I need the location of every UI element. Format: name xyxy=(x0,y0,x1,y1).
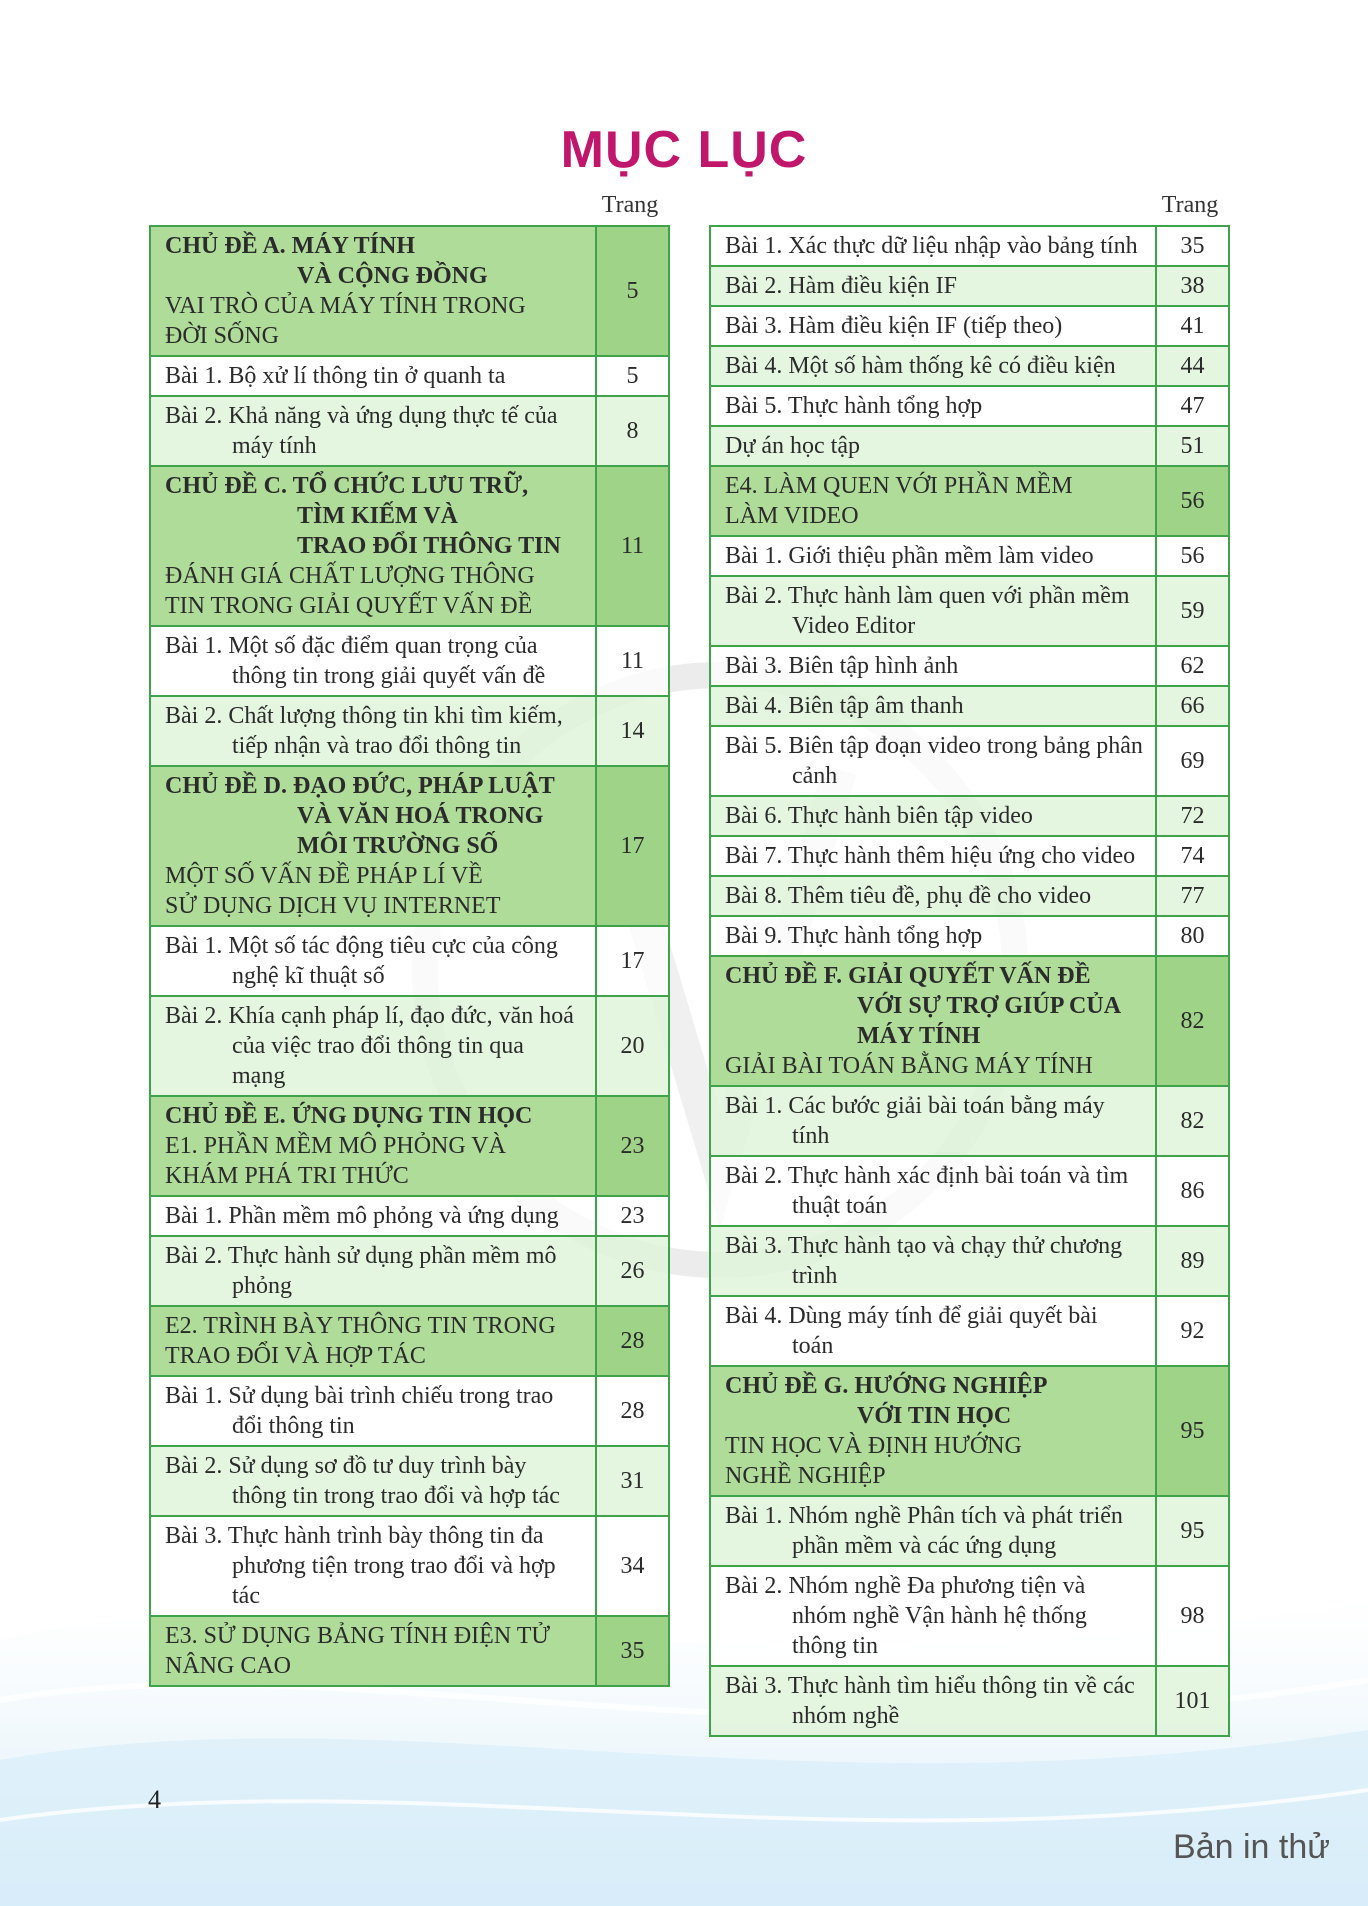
lesson-text: Thực hành làm quen với phần mềm Video Editor xyxy=(787,583,1130,639)
toc-entry-title xyxy=(150,996,596,1096)
topic-heading xyxy=(725,961,1143,1051)
toc-entry-title xyxy=(710,1296,1156,1366)
page-title: MỤC LỤC xyxy=(560,121,808,179)
lesson-title xyxy=(165,931,583,991)
lesson-text: Một số đặc điểm quan trọng của thông tin trong giải quyết vấn đề xyxy=(228,633,546,689)
toc-entry-title xyxy=(710,1156,1156,1226)
lesson-title xyxy=(725,691,1143,721)
lesson-title xyxy=(165,701,583,761)
lesson-title xyxy=(165,1381,583,1441)
toc-lesson-row xyxy=(710,686,1229,726)
toc-page-number: 41 xyxy=(1156,306,1229,346)
toc-left-table xyxy=(149,225,670,1687)
lesson-title xyxy=(165,1201,583,1231)
lesson-text: Biên tập âm thanh xyxy=(788,693,964,719)
topic-subtitle-line: ĐÁNH GIÁ CHẤT LƯỢNG THÔNG xyxy=(165,563,535,589)
lesson-text: Sử dụng sơ đồ tư duy trình bày thông tin trong trao đổi và hợp tác xyxy=(228,1453,560,1509)
lesson-title xyxy=(725,391,1143,421)
toc-lesson-row xyxy=(150,996,669,1096)
lesson-title xyxy=(165,1521,583,1611)
topic-heading-line: MÔI TRƯỜNG SỐ xyxy=(297,833,499,859)
lesson-label: Bài 2. xyxy=(165,1453,223,1479)
toc-page-number: 95 xyxy=(1156,1366,1229,1496)
toc-page-number: 8 xyxy=(596,396,669,466)
topic-heading xyxy=(165,231,583,291)
toc-topic-row xyxy=(150,1096,669,1196)
toc-entry-title xyxy=(150,1446,596,1516)
toc-lesson-row xyxy=(710,266,1229,306)
toc-entry-title xyxy=(710,226,1156,266)
toc-entry-title xyxy=(710,1566,1156,1666)
toc-entry-title xyxy=(150,1616,596,1686)
lesson-text: Biên tập hình ảnh xyxy=(788,653,959,679)
toc-lesson-row xyxy=(710,726,1229,796)
toc-entry-title xyxy=(710,536,1156,576)
topic-subtitle-line: KHÁM PHÁ TRI THỨC xyxy=(165,1163,409,1189)
lesson-text: Xác thực dữ liệu nhập vào bảng tính xyxy=(788,233,1138,259)
toc-page-number: 35 xyxy=(1156,226,1229,266)
lesson-text: Thực hành tạo và chạy thử chương trình xyxy=(787,1233,1123,1289)
lesson-title xyxy=(725,881,1143,911)
toc-page-number: 35 xyxy=(596,1616,669,1686)
topic-heading-line: CHỦ ĐỀ D. ĐẠO ĐỨC, PHÁP LUẬT xyxy=(165,773,555,799)
lesson-label: Bài 1. xyxy=(725,1093,783,1119)
lesson-title xyxy=(725,1091,1143,1151)
lesson-label: Bài 2. xyxy=(165,403,223,429)
lesson-title xyxy=(165,1451,583,1511)
lesson-text: Giới thiệu phần mềm làm video xyxy=(788,543,1094,569)
lesson-text: Nhóm nghề Phân tích và phát triển phần mềm và các ứng dụng xyxy=(788,1503,1123,1559)
topic-heading xyxy=(165,771,583,861)
toc-page-number: 23 xyxy=(596,1196,669,1236)
toc-page-number: 28 xyxy=(596,1306,669,1376)
toc-lesson-row xyxy=(710,536,1229,576)
lesson-text: Nhóm nghề Đa phương tiện và nhóm nghề Vận hành hệ thống thông tin xyxy=(788,1573,1087,1659)
toc-page-number: 26 xyxy=(596,1236,669,1306)
toc-topic-row xyxy=(710,956,1229,1086)
lesson-title xyxy=(165,1001,583,1091)
toc-entry-title xyxy=(710,466,1156,536)
toc-lesson-row xyxy=(150,1516,669,1616)
lesson-title xyxy=(165,401,583,461)
topic-heading-line: CHỦ ĐỀ E. ỨNG DỤNG TIN HỌC xyxy=(165,1103,533,1129)
lesson-text: Biên tập đoạn video trong bảng phân cảnh xyxy=(788,733,1143,789)
lesson-title xyxy=(725,431,1143,461)
topic-subtitle-line: E2. TRÌNH BÀY THÔNG TIN TRONG xyxy=(165,1313,556,1339)
toc-lesson-row xyxy=(150,1236,669,1306)
topic-heading xyxy=(165,471,583,561)
toc-lesson-row xyxy=(710,836,1229,876)
toc-page-number: 92 xyxy=(1156,1296,1229,1366)
lesson-label: Bài 3. xyxy=(725,313,783,339)
lesson-label: Bài 2. xyxy=(165,1243,223,1269)
lesson-label: Bài 9. xyxy=(725,923,783,949)
topic-subtitle-line: TRAO ĐỔI VÀ HỢP TÁC xyxy=(165,1343,426,1369)
toc-lesson-row xyxy=(710,426,1229,466)
toc-page-number: 17 xyxy=(596,926,669,996)
topic-subtitle-line: SỬ DỤNG DỊCH VỤ INTERNET xyxy=(165,893,501,919)
lesson-title xyxy=(725,231,1143,261)
topic-subtitle-line: E3. SỬ DỤNG BẢNG TÍNH ĐIỆN TỬ xyxy=(165,1623,551,1649)
lesson-label: Bài 2. xyxy=(165,1003,223,1029)
topic-subtitle-line: TIN HỌC VÀ ĐỊNH HƯỚNG xyxy=(725,1433,1022,1459)
lesson-title xyxy=(725,351,1143,381)
topic-subtitle-line: MỘT SỐ VẤN ĐỀ PHÁP LÍ VỀ xyxy=(165,863,483,889)
lesson-text: Một số tác động tiêu cực của công nghệ kĩ thuật số xyxy=(228,933,558,989)
topic-heading-line: VỚI TIN HỌC xyxy=(857,1403,1012,1429)
toc-entry-title xyxy=(710,646,1156,686)
lesson-label: Bài 5. xyxy=(725,733,783,759)
lesson-title xyxy=(725,1231,1143,1291)
toc-lesson-row xyxy=(150,1446,669,1516)
topic-subtitle-line: TIN TRONG GIẢI QUYẾT VẤN ĐỀ xyxy=(165,593,533,619)
lesson-label: Bài 3. xyxy=(725,1673,783,1699)
topic-subtitle-line: E1. PHẦN MỀM MÔ PHỎNG VÀ xyxy=(165,1133,506,1159)
lesson-label: Bài 4. xyxy=(725,693,783,719)
toc-lesson-row xyxy=(710,1666,1229,1736)
lesson-label: Bài 1. xyxy=(165,363,223,389)
lesson-title xyxy=(725,271,1143,301)
toc-entry-title xyxy=(710,876,1156,916)
topic-heading-line: CHỦ ĐỀ F. GIẢI QUYẾT VẤN ĐỀ xyxy=(725,963,1091,989)
toc-page-number: 74 xyxy=(1156,836,1229,876)
toc-page-number: 20 xyxy=(596,996,669,1096)
lesson-text: Thực hành xác định bài toán và tìm thuật toán xyxy=(787,1163,1129,1219)
toc-page-number: 17 xyxy=(596,766,669,926)
lesson-title xyxy=(725,581,1143,641)
toc-entry-title xyxy=(150,1236,596,1306)
toc-entry-title xyxy=(150,396,596,466)
toc-entry-title xyxy=(150,626,596,696)
toc-entry-title xyxy=(710,1086,1156,1156)
toc-lesson-row xyxy=(710,646,1229,686)
toc-lesson-row xyxy=(710,916,1229,956)
toc-entry-title xyxy=(710,386,1156,426)
toc-entry-title xyxy=(150,1096,596,1196)
toc-page-number: 86 xyxy=(1156,1156,1229,1226)
toc-page-number: 31 xyxy=(596,1446,669,1516)
toc-entry-title xyxy=(150,1306,596,1376)
lesson-text: Sử dụng bài trình chiếu trong trao đổi thông tin xyxy=(228,1383,554,1439)
lesson-text: Các bước giải bài toán bằng máy tính xyxy=(788,1093,1105,1149)
toc-entry-title xyxy=(710,796,1156,836)
topic-heading-line: VÀ VĂN HOÁ TRONG xyxy=(297,803,544,829)
lesson-text: Thực hành biên tập video xyxy=(787,803,1033,829)
toc-topic-row xyxy=(150,766,669,926)
toc-entry-title xyxy=(150,926,596,996)
toc-entry-title xyxy=(710,266,1156,306)
lesson-label: Bài 1. xyxy=(725,233,783,259)
toc-entry-title xyxy=(710,836,1156,876)
toc-page-number: 59 xyxy=(1156,576,1229,646)
topic-heading-line: CHỦ ĐỀ C. TỔ CHỨC LƯU TRỮ, xyxy=(165,473,529,499)
lesson-title xyxy=(725,731,1143,791)
lesson-text: Hàm điều kiện IF xyxy=(788,273,957,299)
toc-entry-title xyxy=(150,1376,596,1446)
toc-page-number: 98 xyxy=(1156,1566,1229,1666)
topic-heading xyxy=(165,1101,583,1131)
topic-subtitle-line: LÀM VIDEO xyxy=(725,503,859,529)
topic-subtitle-line: E4. LÀM QUEN VỚI PHẦN MỀM xyxy=(725,473,1073,499)
lesson-label: Bài 2. xyxy=(725,273,783,299)
lesson-title xyxy=(725,1161,1143,1221)
toc-topic-row xyxy=(150,226,669,356)
toc-entry-title xyxy=(710,576,1156,646)
lesson-label: Bài 2. xyxy=(725,1163,783,1189)
lesson-text: Thực hành tổng hợp xyxy=(787,923,983,949)
toc-page-number: 69 xyxy=(1156,726,1229,796)
toc-lesson-row xyxy=(710,1566,1229,1666)
toc-page-number: 89 xyxy=(1156,1226,1229,1296)
toc-lesson-row xyxy=(150,696,669,766)
topic-heading-line: TÌM KIẾM VÀ xyxy=(297,503,458,529)
left-page-column-header: Trang xyxy=(601,192,659,218)
lesson-label: Bài 1. xyxy=(725,543,783,569)
toc-entry-title xyxy=(710,426,1156,466)
topic-subtitle-line: GIẢI BÀI TOÁN BẰNG MÁY TÍNH xyxy=(725,1053,1093,1079)
lesson-title xyxy=(725,1671,1143,1731)
lesson-text: Khả năng và ứng dụng thực tế của máy tính xyxy=(228,403,558,459)
toc-entry-title xyxy=(150,466,596,626)
lesson-label: Bài 2. xyxy=(725,1573,783,1599)
toc-lesson-row xyxy=(710,1496,1229,1566)
lesson-title xyxy=(165,361,583,391)
lesson-title xyxy=(725,801,1143,831)
lesson-label: Bài 6. xyxy=(725,803,783,829)
lesson-label: Bài 4. xyxy=(725,353,783,379)
toc-lesson-row xyxy=(710,1226,1229,1296)
toc-entry-title xyxy=(710,916,1156,956)
lesson-title xyxy=(725,1571,1143,1661)
toc-lesson-row xyxy=(710,306,1229,346)
lesson-label: Bài 1. xyxy=(725,1503,783,1529)
toc-page-number: 56 xyxy=(1156,466,1229,536)
toc-lesson-row xyxy=(150,626,669,696)
toc-lesson-row xyxy=(150,1376,669,1446)
lesson-label: Bài 2. xyxy=(165,703,223,729)
toc-page-number: 56 xyxy=(1156,536,1229,576)
lesson-title xyxy=(725,541,1143,571)
toc-page-number: 95 xyxy=(1156,1496,1229,1566)
lesson-title xyxy=(725,311,1143,341)
toc-lesson-row xyxy=(710,1156,1229,1226)
topic-heading-line: TRAO ĐỔI THÔNG TIN xyxy=(297,533,561,559)
toc-entry-title xyxy=(150,226,596,356)
toc-lesson-row xyxy=(710,226,1229,266)
toc-page-number: 5 xyxy=(596,356,669,396)
toc-topic-row xyxy=(710,466,1229,536)
toc-page-number: 51 xyxy=(1156,426,1229,466)
toc-entry-title xyxy=(710,1226,1156,1296)
lesson-title xyxy=(725,651,1143,681)
page-number: 4 xyxy=(148,1785,161,1814)
toc-page-number: 11 xyxy=(596,626,669,696)
toc-page-number: 82 xyxy=(1156,956,1229,1086)
toc-page-number: 28 xyxy=(596,1376,669,1446)
lesson-text: Thêm tiêu đề, phụ đề cho video xyxy=(787,883,1092,909)
toc-entry-title xyxy=(150,696,596,766)
toc-entry-title xyxy=(150,1516,596,1616)
toc-page-number: 14 xyxy=(596,696,669,766)
toc-page-number: 72 xyxy=(1156,796,1229,836)
toc-lesson-row xyxy=(710,386,1229,426)
lesson-title xyxy=(165,1241,583,1301)
toc-entry-title xyxy=(710,346,1156,386)
lesson-label: Bài 7. xyxy=(725,843,783,869)
toc-lesson-row xyxy=(710,1086,1229,1156)
lesson-label: Bài 1. xyxy=(165,633,223,659)
lesson-label: Bài 8. xyxy=(725,883,783,909)
toc-page-number: 80 xyxy=(1156,916,1229,956)
lesson-label: Bài 3. xyxy=(165,1523,223,1549)
toc-lesson-row xyxy=(710,1296,1229,1366)
lesson-text: Thực hành tìm hiểu thông tin về các nhóm nghề xyxy=(787,1673,1135,1729)
lesson-title xyxy=(725,1501,1143,1561)
toc-page-number: 77 xyxy=(1156,876,1229,916)
lesson-label: Bài 3. xyxy=(725,653,783,679)
topic-heading-line: MÁY TÍNH xyxy=(857,1023,981,1049)
toc-entry-title xyxy=(710,306,1156,346)
lesson-text: Một số hàm thống kê có điều kiện xyxy=(788,353,1116,379)
lesson-title xyxy=(725,921,1143,951)
toc-page-number: 66 xyxy=(1156,686,1229,726)
toc-topic-row xyxy=(710,1366,1229,1496)
toc-page-number: 11 xyxy=(596,466,669,626)
lesson-label: Bài 4. xyxy=(725,1303,783,1329)
lesson-text: Phần mềm mô phỏng và ứng dụng xyxy=(228,1203,559,1229)
topic-subtitle-line: VAI TRÒ CỦA MÁY TÍNH TRONG xyxy=(165,293,526,319)
toc-page-number: 62 xyxy=(1156,646,1229,686)
toc-page-number: 38 xyxy=(1156,266,1229,306)
toc-entry-title xyxy=(710,1366,1156,1496)
toc-topic-row xyxy=(150,466,669,626)
toc-lesson-row xyxy=(710,346,1229,386)
toc-entry-title xyxy=(710,1666,1156,1736)
topic-subtitle-line: ĐỜI SỐNG xyxy=(165,323,279,349)
lesson-label: Bài 1. xyxy=(165,1383,223,1409)
lesson-text: Chất lượng thông tin khi tìm kiếm, tiếp nhận và trao đổi thông tin xyxy=(228,703,563,759)
toc-lesson-row xyxy=(150,356,669,396)
draft-watermark: Bản in thử xyxy=(1173,1828,1330,1866)
lesson-text: Thực hành tổng hợp xyxy=(787,393,983,419)
lesson-text: Bộ xử lí thông tin ở quanh ta xyxy=(228,363,506,389)
lesson-text: Dự án học tập xyxy=(725,433,860,459)
toc-lesson-row xyxy=(150,926,669,996)
toc-page-number: 23 xyxy=(596,1096,669,1196)
toc-entry-title xyxy=(710,686,1156,726)
right-page-column-header: Trang xyxy=(1161,192,1219,218)
toc-entry-title xyxy=(710,956,1156,1086)
toc-topic-row xyxy=(150,1616,669,1686)
topic-subtitle-line: NÂNG CAO xyxy=(165,1653,291,1679)
lesson-text: Thực hành trình bày thông tin đa phương tiện trong trao đổi và hợp tác xyxy=(227,1523,556,1609)
topic-heading-line: VÀ CỘNG ĐỒNG xyxy=(297,263,488,289)
lesson-title xyxy=(725,841,1143,871)
topic-heading-line: CHỦ ĐỀ G. HƯỚNG NGHIỆP xyxy=(725,1373,1048,1399)
toc-entry-title xyxy=(150,766,596,926)
lesson-text: Khía cạnh pháp lí, đạo đức, văn hoá của việc trao đổi thông tin qua mạng xyxy=(228,1003,574,1089)
toc-right-table xyxy=(709,225,1230,1737)
toc-lesson-row xyxy=(150,396,669,466)
topic-heading-line: CHỦ ĐỀ A. MÁY TÍNH xyxy=(165,233,416,259)
toc-entry-title xyxy=(710,1496,1156,1566)
toc-page-number: 101 xyxy=(1156,1666,1229,1736)
toc-page-number: 44 xyxy=(1156,346,1229,386)
toc-topic-row xyxy=(150,1306,669,1376)
lesson-text: Thực hành sử dụng phần mềm mô phỏng xyxy=(227,1243,557,1299)
topic-heading-line: VỚI SỰ TRỢ GIÚP CỦA xyxy=(857,993,1122,1019)
lesson-label: Bài 1. xyxy=(165,1203,223,1229)
lesson-label: Bài 5. xyxy=(725,393,783,419)
lesson-label: Bài 2. xyxy=(725,583,783,609)
toc-lesson-row xyxy=(150,1196,669,1236)
toc-entry-title xyxy=(710,726,1156,796)
lesson-text: Thực hành thêm hiệu ứng cho video xyxy=(787,843,1136,869)
lesson-label: Bài 3. xyxy=(725,1233,783,1259)
lesson-text: Dùng máy tính để giải quyết bài toán xyxy=(788,1303,1098,1359)
toc-page-number: 47 xyxy=(1156,386,1229,426)
toc-entry-title xyxy=(150,356,596,396)
toc-entry-title xyxy=(150,1196,596,1236)
toc-page-number: 5 xyxy=(596,226,669,356)
toc-lesson-row xyxy=(710,876,1229,916)
toc-lesson-row xyxy=(710,796,1229,836)
lesson-title xyxy=(725,1301,1143,1361)
lesson-text: Hàm điều kiện IF (tiếp theo) xyxy=(788,313,1063,339)
toc-lesson-row xyxy=(710,576,1229,646)
toc-page-number: 34 xyxy=(596,1516,669,1616)
lesson-label: Bài 1. xyxy=(165,933,223,959)
toc-page-number: 82 xyxy=(1156,1086,1229,1156)
topic-subtitle-line: NGHỀ NGHIỆP xyxy=(725,1463,886,1489)
lesson-title xyxy=(165,631,583,691)
topic-heading xyxy=(725,1371,1143,1431)
